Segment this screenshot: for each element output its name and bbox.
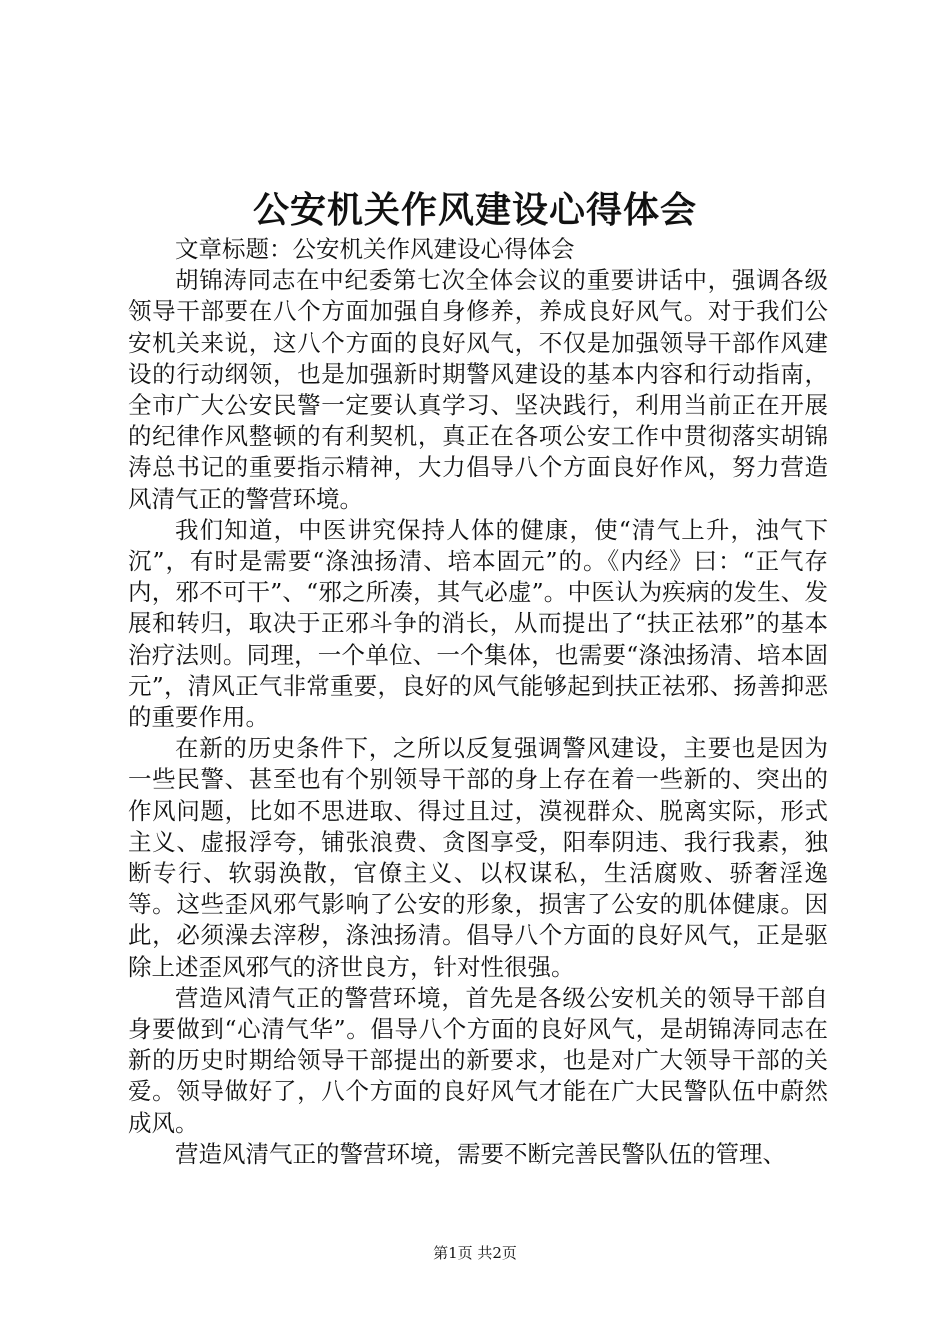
paragraph: 在新的历史条件下，之所以反复强调警风建设，主要也是因为一些民警、甚至也有个别领导干部的身上存在着一些新的、突出的作风问题，比如不思进取、得过且过，漠视群众、脱离实际，形式主义、虚报浮夸，铺张浪费、贪图享受，阳奉阴违、我行我素，独断专行、软弱涣散，官僚主义、以权谋私，生活腐败、骄奢淫逸等。这些歪风邪气影响了公安的形象，损害了公安的肌体健康。因此，必须澡去滓秽，涤浊扬清。倡导八个方面的良好风气，正是驱除上述歪风邪气的济世良方，针对性很强。	[128, 734, 828, 981]
document-body	[128, 234, 828, 1170]
paragraph: 我们知道，中医讲究保持人体的健康，使“清气上升，浊气下沉”，有时是需要“涤浊扬清、培本固元”的。《内经》曰：“正气存内，邪不可干”、“邪之所凑，其气必虚”。中医认为疾病的发生、发展和转归，取决于正邪斗争的消长，从而提出了“扶正祛邪”的基本治疗法则。同理，一个单位、一个集体，也需要“涤浊扬清、培本固元”，清风正气非常重要，良好的风气能够起到扶正祛邪、扬善抑恶的重要作用。	[128, 515, 828, 732]
paragraph: 营造风清气正的警营环境，首先是各级公安机关的领导干部自身要做到“心清气华”。倡导八个方面的良好风气，是胡锦涛同志在新的历史时期给领导干部提出的新要求，也是对广大领导干部的关爱。领导做好了，八个方面的良好风气才能在广大民警队伍中蔚然成风。	[128, 983, 828, 1137]
document-title: 公安机关作风建设心得体会	[252, 189, 697, 231]
page-number-footer: 第1页 共2页	[433, 1244, 517, 1262]
paragraph: 胡锦涛同志在中纪委第七次全体会议的重要讲话中，强调各级领导干部要在八个方面加强自身修养，养成良好风气。对于我们公安机关来说，这八个方面的良好风气，不仅是加强领导干部作风建设的行动纲领，也是加强新时期警风建设的基本内容和行动指南，全市广大公安民警一定要认真学习、坚决践行，利用当前正在开展的纪律作风整顿的有利契机，真正在各项公安工作中贯彻落实胡锦涛总书记的重要指示精神，大力倡导八个方面良好作风，努力营造风清气正的警营环境。	[128, 266, 828, 513]
article-title-line: 文章标题：公安机关作风建设心得体会	[175, 235, 575, 263]
paragraph: 营造风清气正的警营环境，需要不断完善民警队伍的管理、	[175, 1139, 786, 1168]
